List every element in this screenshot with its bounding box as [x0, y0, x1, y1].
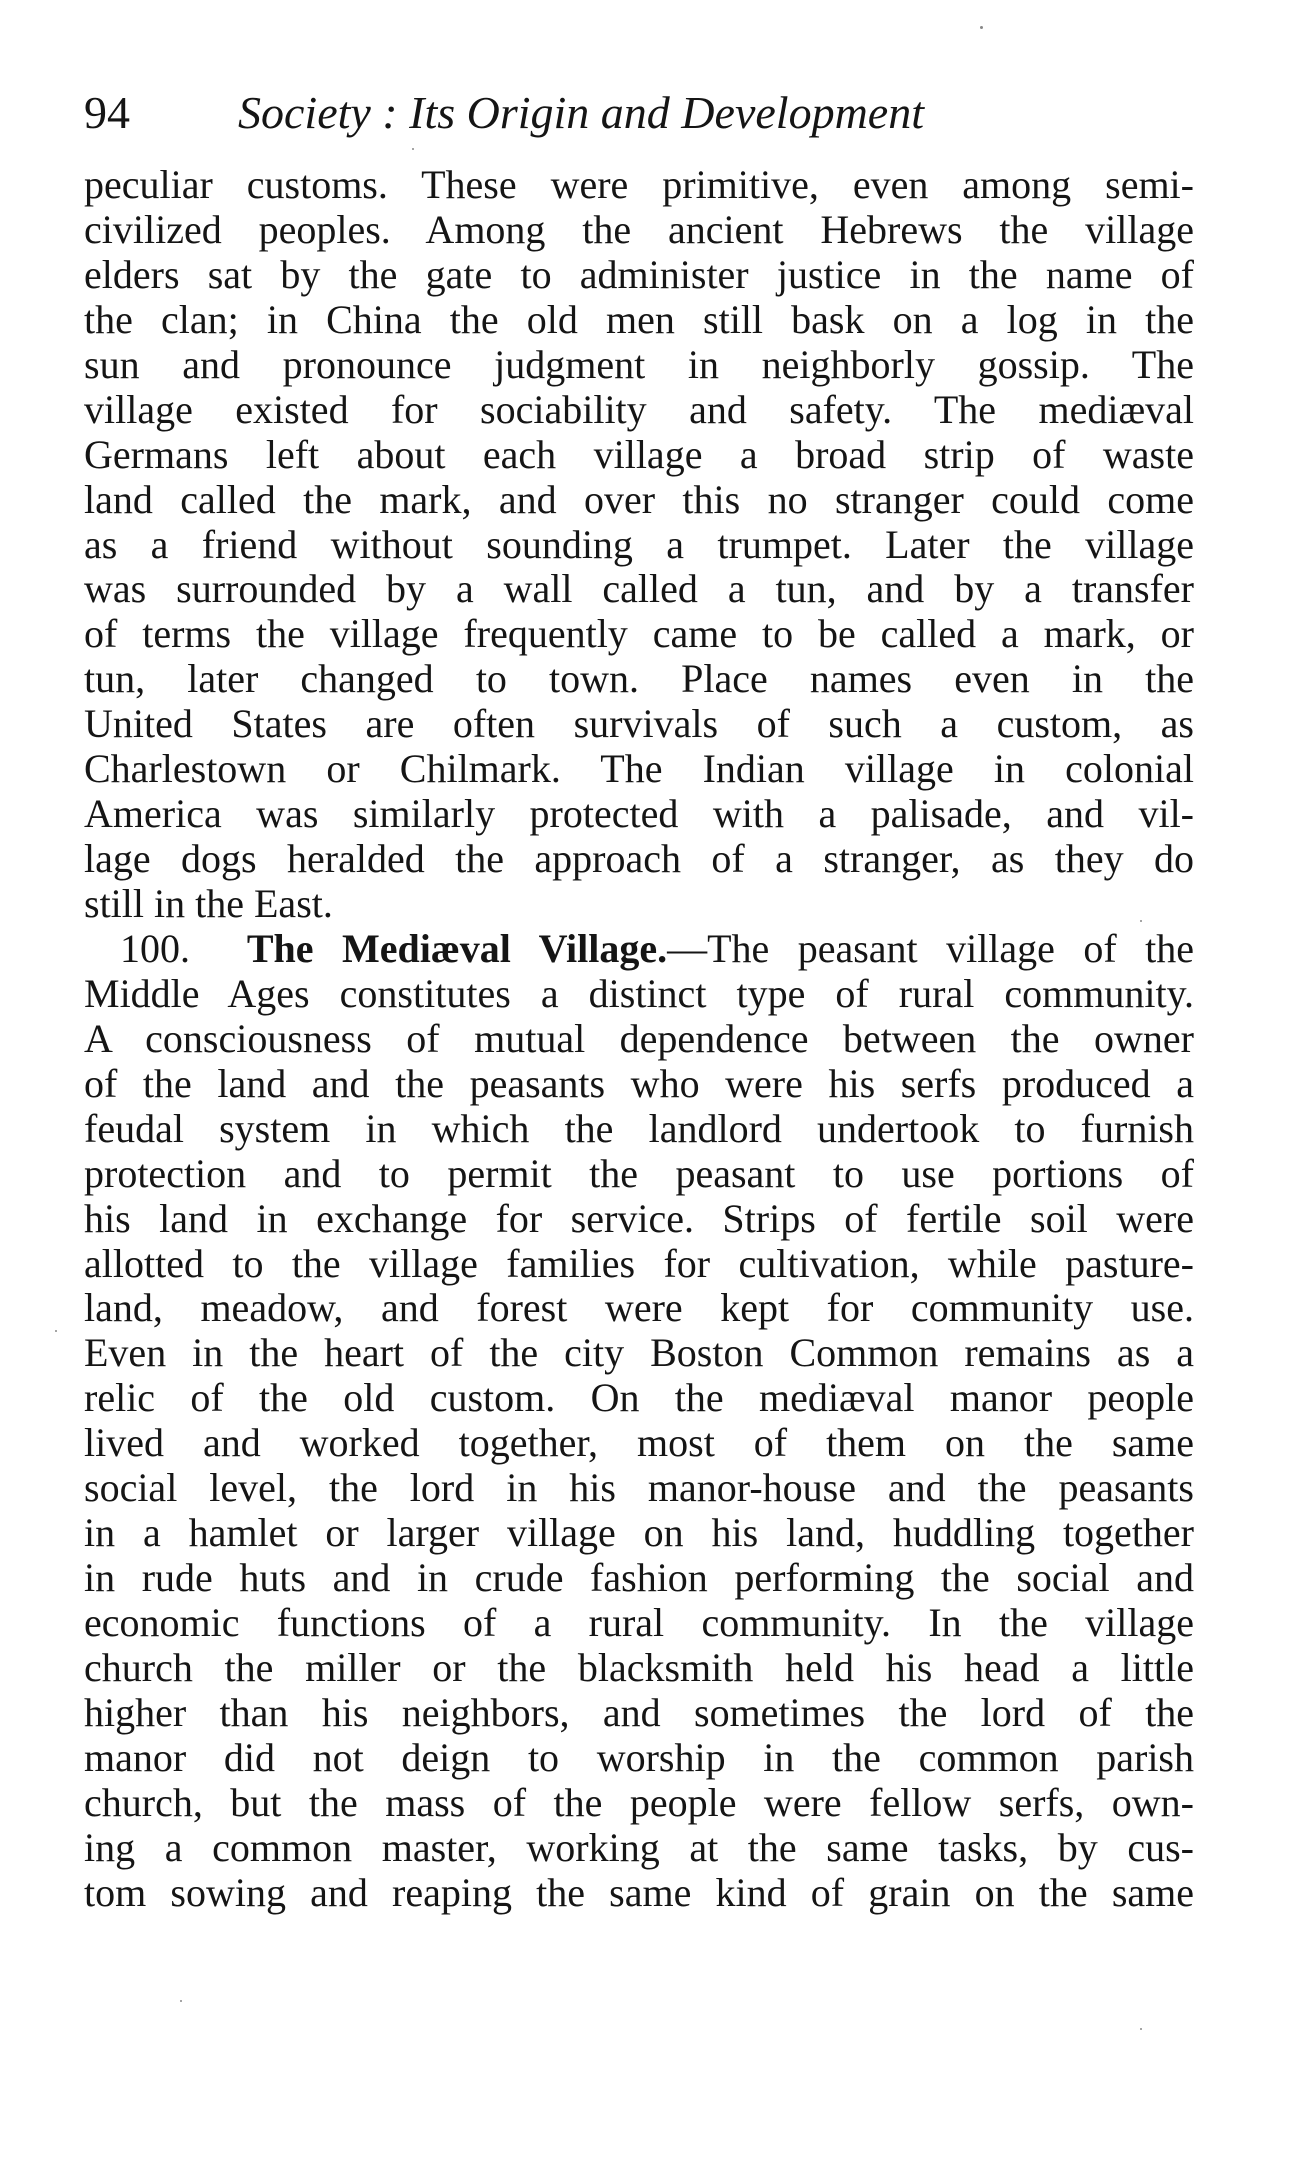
text-line: lived and worked together, most of them on the same [84, 1420, 1194, 1466]
text-line: —The peasant village of the [667, 925, 1194, 971]
text-line: social level, the lord in his manor-house and the peasants [84, 1465, 1194, 1511]
text-line: Even in the heart of the city Boston Common remains as a [84, 1330, 1194, 1376]
text-line: Germans left about each village a broad strip of waste [84, 431, 1194, 477]
scan-speck [412, 148, 414, 150]
text-line: Charlestown or Chilmark. The Indian village in colonial [84, 746, 1194, 792]
text-line: elders sat by the gate to administer justice in the name of [84, 251, 1194, 297]
text-line: allotted to the village families for cultivation, while pasture- [84, 1240, 1194, 1286]
body-text [84, 163, 1194, 1916]
scan-speck [1140, 2028, 1142, 2030]
text-line: of terms the village frequently came to be called a mark, or [84, 611, 1194, 657]
text-line: relic of the old custom. On the mediæval manor people [84, 1375, 1194, 1421]
text-line: ing a common master, working at the same tasks, by cus- [84, 1824, 1194, 1870]
scan-speck [1140, 920, 1142, 922]
text-line: the clan; in China the old men still bask on a log in the [84, 296, 1194, 342]
section-number: 100. [120, 925, 190, 971]
scan-speck [980, 26, 983, 29]
text-line: still in the East. [84, 881, 333, 926]
text-line: village existed for sociability and safety. The mediæval [84, 386, 1194, 432]
text-line: manor did not deign to worship in the common parish [84, 1734, 1194, 1780]
text-line: his land in exchange for service. Strips of fertile soil were [84, 1195, 1194, 1241]
text-line: civilized peoples. Among the ancient Hebrews the village [84, 206, 1194, 252]
text-line: in a hamlet or larger village on his land, huddling together [84, 1510, 1194, 1556]
running-title: Society : Its Origin and Development [238, 87, 924, 138]
text-line: peculiar customs. These were primitive, even among semi- [84, 162, 1194, 207]
text-line: protection and to permit the peasant to use portions of [84, 1150, 1194, 1196]
text-line: lage dogs heralded the approach of a stranger, as they do [84, 836, 1194, 882]
section-heading-line [84, 927, 1194, 972]
text-line: church the miller or the blacksmith held his head a little [84, 1644, 1194, 1690]
text-line: United States are often survivals of such a custom, as [84, 701, 1194, 747]
text-line: was surrounded by a wall called a tun, and by a transfer [84, 566, 1194, 612]
text-line: feudal system in which the landlord undertook to furnish [84, 1105, 1194, 1151]
text-line: tun, later changed to town. Place names even in the [84, 656, 1194, 702]
text-line: land called the mark, and over this no stranger could come [84, 476, 1194, 522]
text-line: tom sowing and reaping the same kind of grain on the same [84, 1869, 1194, 1915]
page-number: 94 [84, 87, 130, 138]
text-line: America was similarly protected with a palisade, and vil- [84, 791, 1194, 837]
section-title: The Mediæval Village. [246, 925, 668, 971]
text-line: in rude huts and in crude fashion performing the social and [84, 1555, 1194, 1601]
scan-speck [180, 2000, 182, 2002]
scan-speck [55, 1330, 57, 1332]
text-line: Middle Ages constitutes a distinct type of rural community. [84, 970, 1194, 1016]
text-line: land, meadow, and forest were kept for community use. [84, 1285, 1194, 1331]
text-line: sun and pronounce judgment in neighborly gossip. The [84, 341, 1194, 387]
running-header [84, 78, 1194, 148]
text-line: higher than his neighbors, and sometimes the lord of the [84, 1689, 1194, 1735]
text-line: church, but the mass of the people were fellow serfs, own- [84, 1779, 1194, 1825]
text-line: as a friend without sounding a trumpet. Later the village [84, 521, 1194, 567]
text-line: A consciousness of mutual dependence between the owner [84, 1015, 1194, 1061]
text-line: of the land and the peasants who were his serfs produced a [84, 1060, 1194, 1106]
text-line: economic functions of a rural community. In the village [84, 1600, 1194, 1645]
